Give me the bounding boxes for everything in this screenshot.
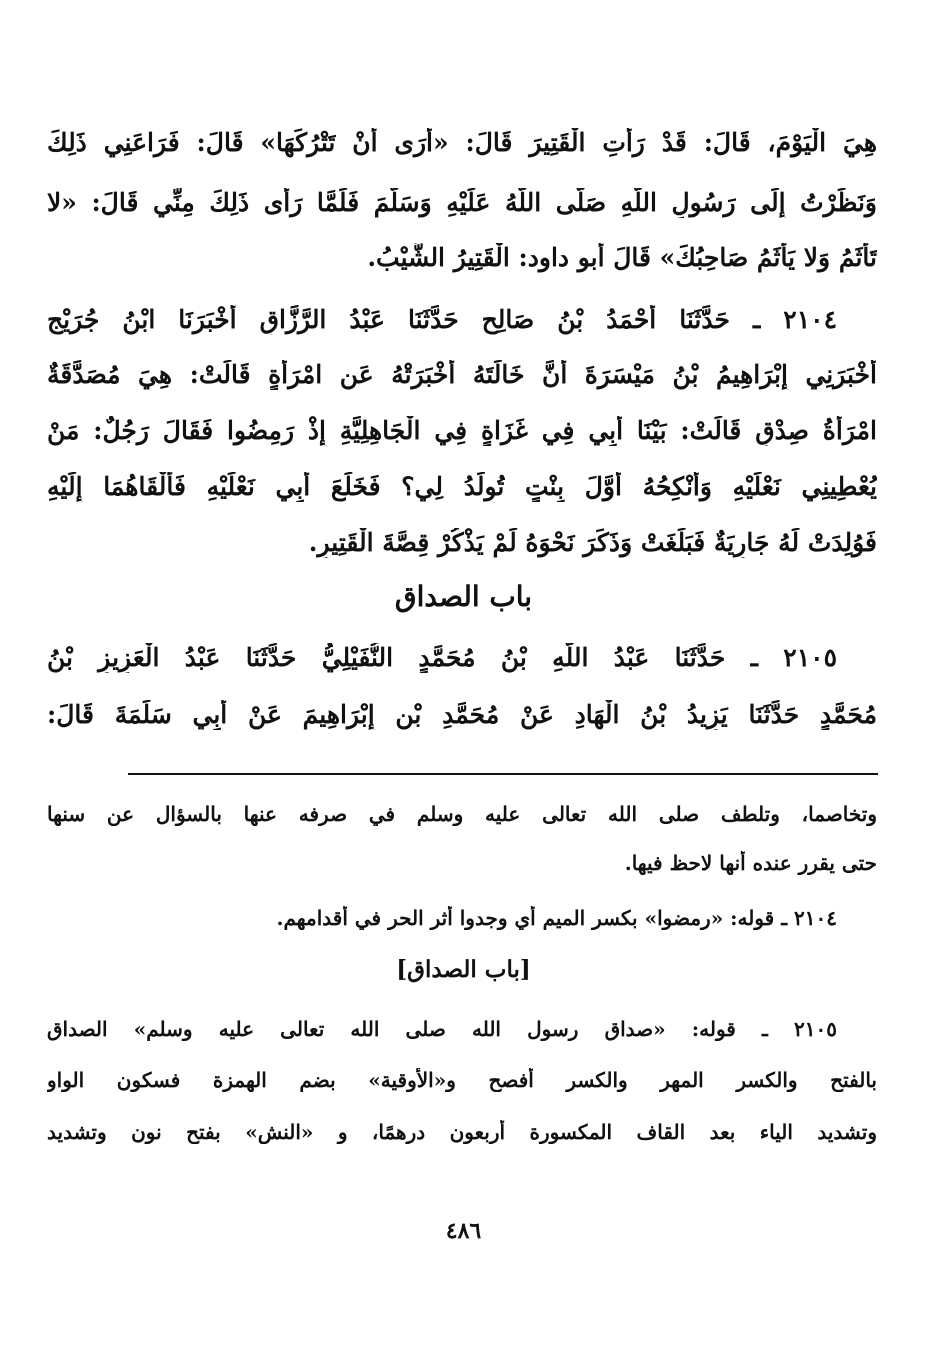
main-text-line: هِيَ الْيَوْمَ، قَالَ: قَدْ رَأَتِ الْقَتِيرَ قَالَ: «أَرَى أَنْ تَتْرُكَهَا» قَالَ: فَرَاعَنِي ذَلِكَ <box>47 128 877 157</box>
footnote-line: بالفتح والكسر المهر والكسر أفصح و«الأوقية» بضم الهمزة فسكون الواو <box>47 1068 877 1092</box>
hadith-2105-start: ٢١٠٥ ـ حَدَّثَنَا عَبْدُ اللَّهِ بْنُ مُحَمَّدٍ النُّفَيْلِيُّ حَدَّثَنَا عَبْدُ الْعَزِيزِ بْنُ <box>47 643 837 672</box>
main-text-line: تَأْثَمُ وَلا يَأْثَمُ صَاحِبُكَ» قَالَ أبو داود: الْقَتِيرُ الشَّيْبُ. <box>367 243 877 272</box>
main-text-line: وَنَظَرْتُ إِلَى رَسُولِ اللَّهِ صَلَّى اللَّهُ عَلَيْهِ وَسَلَّمَ فَلَمَّا رَأَى ذَلِكَ مِنِّي قَالَ: «لا <box>47 188 877 217</box>
page-number: ٤٨٦ <box>445 1218 482 1244</box>
footnote-2105: ٢١٠٥ ـ قوله: «صداق رسول الله صلى الله تعالى عليه وسلم» الصداق <box>47 1017 837 1041</box>
footnote-line: حتى يقرر عنده أنها لاحظ فيها. <box>624 851 877 875</box>
main-text-line: امْرَأَةُ صِدْقٍ قَالَتْ: بَيْنَا أَبِي فِي غَزَاةٍ فِي الْجَاهِلِيَّةِ إِذْ رَمِضُوا فَقَالَ رَجُلٌ: مَنْ <box>47 416 877 445</box>
footnote-line: وتخاصما، وتلطف صلى الله تعالى عليه وسلم في صرفه عنها بالسؤال عن سنها <box>47 802 877 826</box>
footnote-divider <box>128 773 878 775</box>
footnote-2104: ٢١٠٤ ـ قوله: «رمضوا» بكسر الميم أي وجدوا أثر الحر في أقدامهم. <box>276 906 837 930</box>
footnote-chapter-heading: [باب الصداق] <box>396 956 531 983</box>
main-text-line: فَوُلِدَتْ لَهُ جَارِيَةٌ فَبَلَغَتْ وَذَكَرَ نَحْوَهُ لَمْ يَذْكُرْ قِصَّةَ الْقَتِيرِ. <box>308 528 877 557</box>
chapter-heading: باب الصداق <box>394 580 533 613</box>
main-text-line: أَخْبَرَنِي إِبْرَاهِيمُ بْنُ مَيْسَرَةَ أَنَّ خَالَتَهُ أَخْبَرَتْهُ عَنِ امْرَأَةٍ قَالَتْ: هِيَ مُصَدَّقَةٌ <box>47 360 877 389</box>
hadith-2104-start: ٢١٠٤ ـ حَدَّثَنَا أَحْمَدُ بْنُ صَالِحٍ حَدَّثَنَا عَبْدُ الرَّزَّاقِ أَخْبَرَنَا ابْنُ جُرَيْجٍ <box>47 305 837 334</box>
footnote-line: وتشديد الياء بعد القاف المكسورة أربعون درهمًا، و «النش» بفتح نون وتشديد <box>47 1120 877 1144</box>
main-text-line: يُعْطِينِي نَعْلَيْهِ وَأُنْكِحُهُ أَوَّلَ بِنْتٍ تُولَدُ لِي؟ فَخَلَعَ أَبِي نَعْلَيْهِ فَأَلْقَاهُمَا إِلَيْهِ <box>47 472 877 501</box>
main-text-line: مُحَمَّدٍ حَدَّثَنَا يَزِيدُ بْنُ الْهَادِ عَنْ مُحَمَّدِ بْنِ إِبْرَاهِيمَ عَنْ أَبِي سَلَمَةَ قَالَ: <box>47 700 877 729</box>
